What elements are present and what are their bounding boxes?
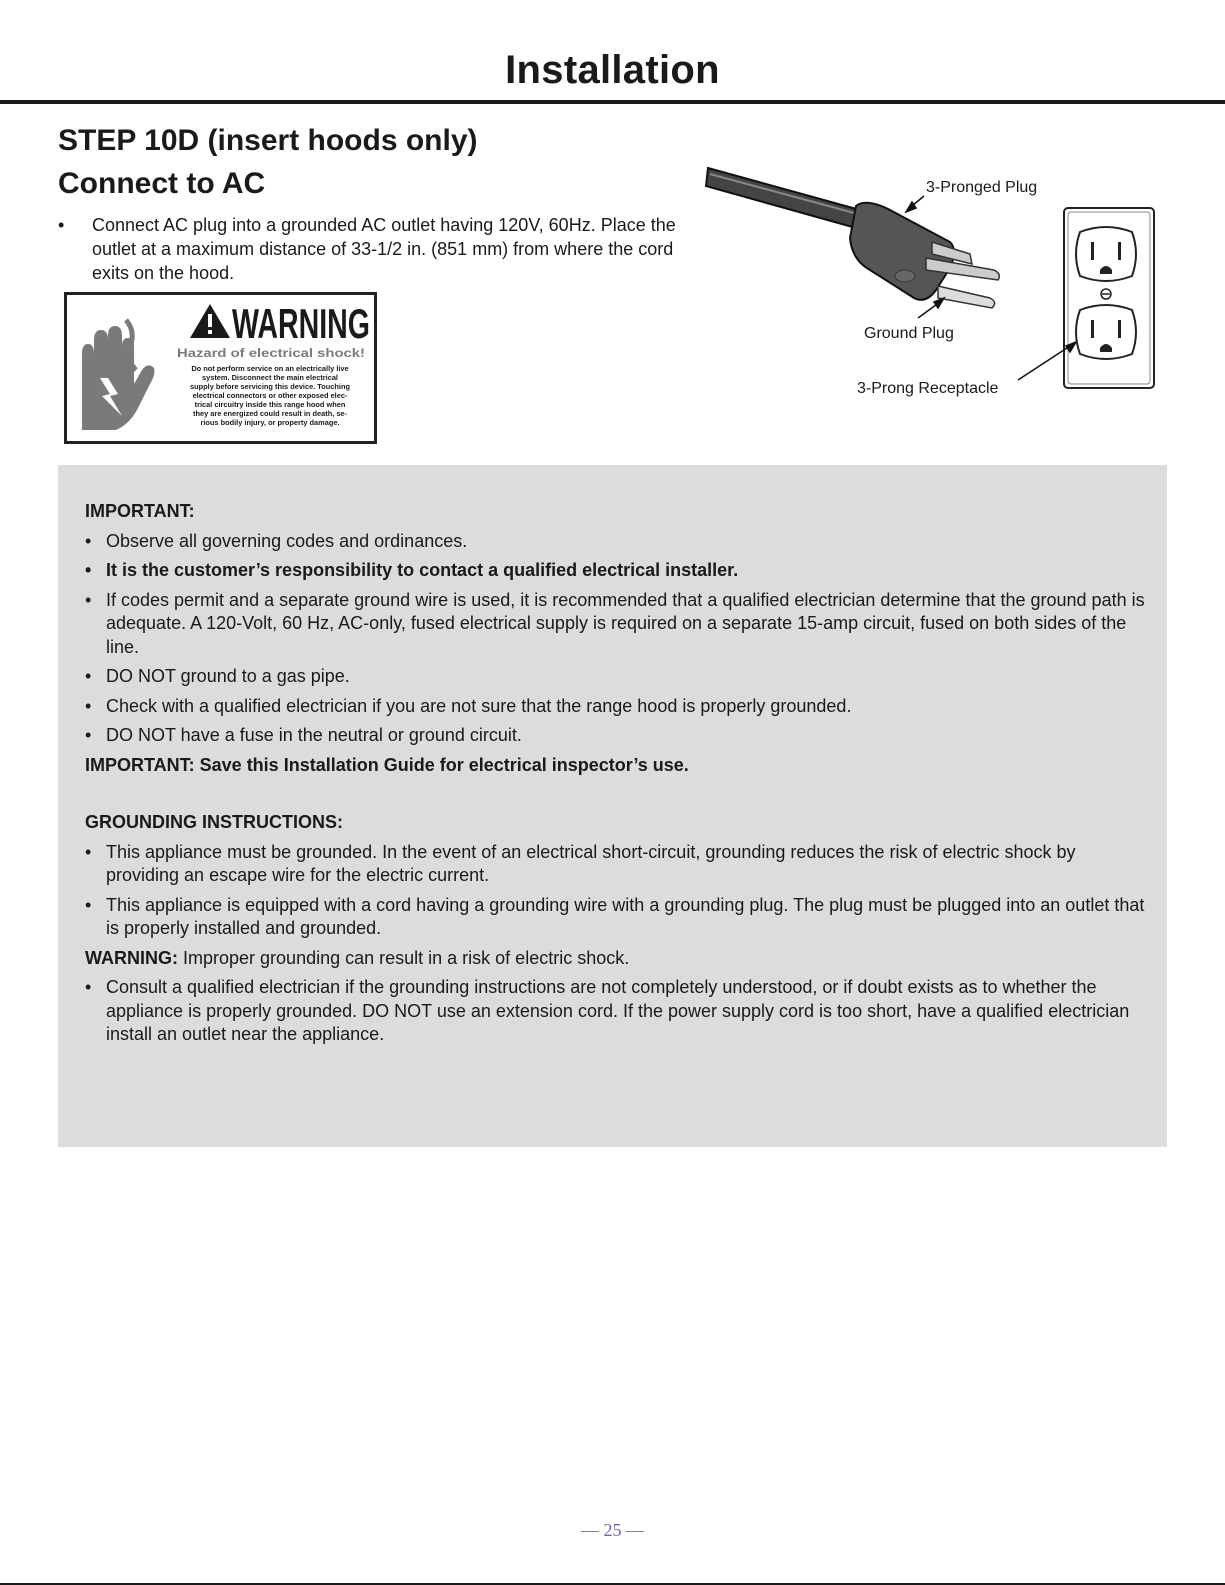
- bullet-marker: •: [85, 841, 92, 862]
- list-item: [85, 665, 1145, 689]
- pronged-plug-label: 3-Pronged Plug: [926, 179, 1038, 196]
- list-item: [85, 530, 1145, 554]
- header-rule: [0, 100, 1225, 104]
- warning-label: WARNING:: [85, 947, 178, 968]
- list-item-text: Check with a qualified electrician if you are not sure that the range hood is properly grounded.: [106, 695, 852, 716]
- bullet-marker: •: [85, 695, 92, 716]
- intro-text: Connect AC plug into a grounded AC outlet having 120V, 60Hz. Place the outlet at a maximum distance of 33-1/2 in. (851 mm) from where the cord exits on the hood.: [92, 215, 676, 283]
- list-item: [85, 559, 1145, 583]
- power-cord-icon: [706, 168, 860, 228]
- bullet-marker: •: [85, 560, 92, 580]
- warning-subtitle: Hazard of electrical shock!: [177, 346, 365, 360]
- list-item-text: It is the customer’s responsibility to contact a qualified electrical installer.: [106, 560, 739, 580]
- list-item-text: This appliance is equipped with a cord having a grounding wire with a grounding plug. The plug must be plugged into an outlet that is properly installed and grounded.: [106, 894, 1145, 938]
- important-heading: IMPORTANT:: [85, 501, 195, 521]
- warning-body-line: Do not perform service on an electrically live: [191, 364, 349, 373]
- warning-text: Improper grounding can result in a risk of electric shock.: [183, 947, 630, 968]
- page-title: Installation: [505, 48, 720, 92]
- warning-body-line: system. Disconnect the main electrical: [202, 373, 338, 382]
- info-box-content: [85, 500, 1145, 1047]
- warning-body-line: rious bodily injury, or property damage.: [200, 418, 340, 427]
- list-item-text: Consult a qualified electrician if the grounding instructions are not completely understood, or if doubt exists as to whether the appliance is properly grounded. DO NOT use an extension cord. If the power supply cord is too short, have a qualified electrician install an outlet near the appliance.: [106, 977, 1130, 1044]
- list-item: [85, 589, 1145, 660]
- step-heading: STEP 10D (insert hoods only): [58, 124, 478, 157]
- bullet-marker: •: [85, 894, 92, 915]
- receptacle-icon: [1064, 208, 1154, 388]
- bullet-marker: •: [85, 589, 92, 610]
- grounding-heading: GROUNDING INSTRUCTIONS:: [85, 812, 343, 832]
- warning-body-line: they are energized could result in death, se-: [192, 409, 348, 418]
- list-item: [85, 976, 1145, 1047]
- plug-diagram: [700, 158, 1180, 408]
- info-box: [58, 465, 1167, 1147]
- list-item-text: DO NOT have a fuse in the neutral or ground circuit.: [106, 725, 522, 745]
- page-number: — 25 —: [581, 1520, 644, 1540]
- warning-body-line: supply before servicing this device. Touching: [189, 382, 351, 391]
- list-item-text: If codes permit and a separate ground wire is used, it is recommended that a qualified electrician determine that the ground path is adequate. A 120-Volt, 60 Hz, AC-only, fused electrical supply is required on a separate 15-amp circuit, fused on both sides of the line.: [106, 589, 1145, 657]
- list-item-text: Observe all governing codes and ordinances.: [106, 530, 468, 551]
- list-item: [85, 724, 1145, 748]
- save-guide-note: IMPORTANT: Save this Installation Guide for electrical inspector’s use.: [85, 754, 689, 775]
- bullet-marker: •: [85, 666, 92, 686]
- warning-body-line: trical circuitry inside this range hood when: [194, 400, 346, 409]
- warning-sign: [64, 292, 377, 444]
- intro-bullet: [58, 213, 678, 285]
- list-item: [85, 894, 1145, 941]
- three-pronged-plug-icon: [850, 203, 999, 308]
- grounding-warning: [85, 947, 1145, 971]
- list-item-text: This appliance must be grounded. In the event of an electrical short-circuit, grounding reduces the risk of electric shock by providing an escape wire for the electric current.: [106, 841, 1076, 885]
- list-item-text: DO NOT ground to a gas pipe.: [106, 666, 350, 686]
- step-subheading: Connect to AC: [58, 167, 266, 200]
- bullet-marker: •: [58, 215, 65, 235]
- bullet-marker: •: [85, 977, 92, 997]
- receptacle-label: 3-Prong Receptacle: [857, 380, 999, 397]
- warning-title: WARNING: [232, 300, 370, 347]
- warning-body-line: electrical connectors or other exposed elec-: [192, 391, 348, 400]
- list-item: [85, 695, 1145, 719]
- list-item: [85, 841, 1145, 888]
- bullet-marker: •: [85, 725, 92, 745]
- ground-plug-label: Ground Plug: [864, 325, 954, 342]
- bullet-marker: •: [85, 530, 92, 551]
